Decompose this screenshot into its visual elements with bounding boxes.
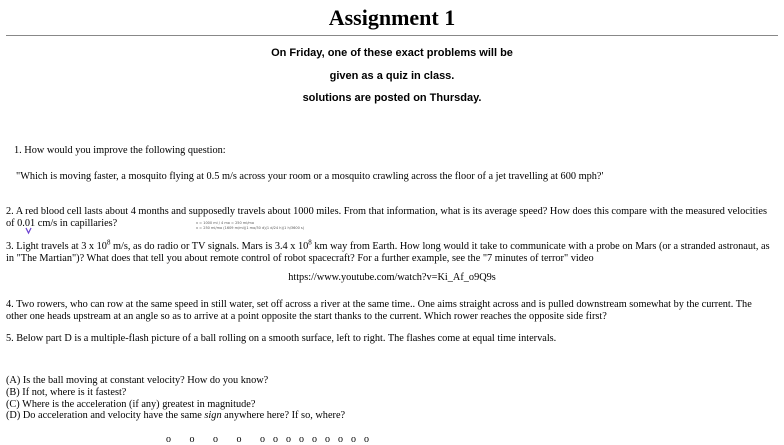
- part-d-text-2: anywhere here? If so, where?: [221, 410, 346, 421]
- title-divider: [6, 35, 778, 36]
- question-5: 5. Below part D is a multiple-flash picture of a ball rolling on a smooth surface, left to right. The flashes come at equal time intervals.: [6, 333, 557, 344]
- question-1-quote: "Which is moving faster, a mosquito flying at 0.5 m/s across your room or a mosquito crawling across the floor of a jet travelling at 600 mph?': [16, 171, 604, 182]
- part-b: (B) If not, where is it fastest?: [6, 387, 127, 398]
- part-a: (A) Is the ball moving at constant velocity? How do you know?: [6, 375, 269, 386]
- question-2: 2. A red blood cell lasts about 4 months and supposedly travels about 1000 miles. From that information, what is its average speed? How does this compare with the measured velocities of 0.01 cm/s in capillaries?: [6, 206, 767, 229]
- q3-exponent-1: 8: [106, 238, 111, 247]
- question-4: 4. Two rowers, who can row at the same speed in still water, set off across a river at the same time.. One aims straight across and is pulled downstream somewhat by the current. The other one heads upstream at an angle so as to arrive at a point opposite the start thanks to the current. Which rower reaches the opposite side first?: [6, 299, 752, 322]
- part-d: [6, 410, 772, 422]
- q3-exponent-2: 8: [308, 238, 312, 247]
- q3-text-3: km way from Earth. How long would it take to communicate with a probe on Mars (or a stranded astronaut, as in "The Martian")? What does that tell you about remote control of robot spacecraft? For a further example, see the "7 minutes of terror" video: [6, 241, 770, 264]
- question-3: [6, 238, 772, 264]
- q3-text-2: m/s, as do radio or TV signals. Mars is 3.4 x 10: [110, 241, 309, 252]
- page-title: Assignment 1: [328, 5, 456, 30]
- notice-line-2: given as a quiz in class.: [329, 70, 455, 82]
- notice-line-3: solutions are posted on Thursday.: [302, 92, 482, 104]
- q3-text-1: 3. Light travels at 3 x 10: [6, 241, 107, 252]
- notice-line-1: On Friday, one of these exact problems will be: [271, 47, 513, 59]
- video-link[interactable]: https://www.youtube.com/watch?v=Ki_Af_o9Q9s: [288, 272, 496, 283]
- handwritten-formula-thumbnail: v = 1000 mi / 4 mo = 250 mi/mo v = 250 mi/mo (1609 m/mi)(1 mo/30 d)(1 d/24 h)(1 h/3600 s): [196, 221, 305, 230]
- flash-picture-balls: o o o o o o o o o o o o o: [166, 434, 370, 445]
- pen-mark-icon: [25, 227, 32, 234]
- part-d-text-1: (D) Do acceleration and velocity have the same: [6, 410, 205, 421]
- part-d-emphasis: sign: [204, 410, 222, 421]
- part-c: (C) Where is the acceleration (if any) greatest in magnitude?: [6, 399, 256, 410]
- question-1: 1. How would you improve the following question:: [14, 145, 226, 156]
